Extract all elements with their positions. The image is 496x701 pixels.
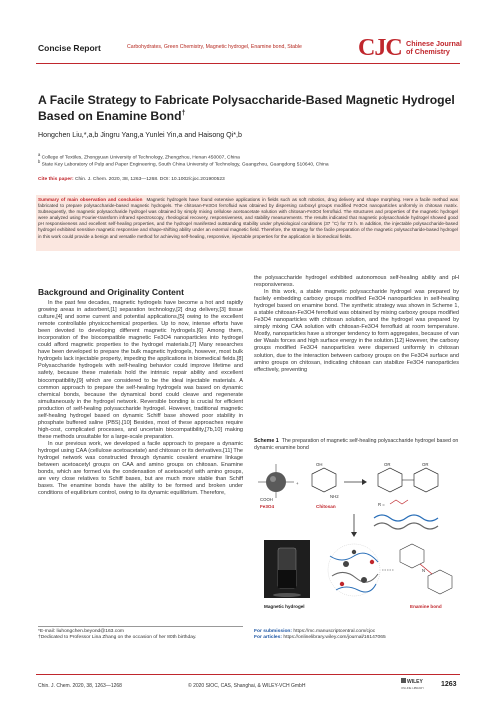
copyright: © 2020 SIOC, CAS, Shanghai, & WILEY-VCH GmbH xyxy=(188,683,306,689)
page-number: 1263 xyxy=(441,681,457,688)
article-title: A Facile Strategy to Fabricate Polysaccharide-Based Magnetic Hydrogel Based on Enamine Bond† xyxy=(38,93,455,124)
r-group-label: R = xyxy=(378,502,385,507)
hydrogel-network xyxy=(328,544,380,596)
svg-text:ONLINE LIBRARY: ONLINE LIBRARY xyxy=(401,686,425,690)
scheme-caption: Scheme 1 The preparation of magnetic self-healing polysaccharide hydrogel based on dynamic enamine bond xyxy=(254,438,459,451)
paragraph: In this work, a stable magnetic polysaccharide hydrogel was prepared by facilely embedding carboxy groups modified Fe3O4 nanoparticles in self-healing hydrogel based on enamine bond. The synthetic strategy was shown in Scheme 1, a stable chitosan-Fe3O4 ferrofluid was obtained by mixing carboxy groups modified Fe3O4 nanoparticles with chitosan solution, and the hydrogel was prepared by simply mixing CAA solution with chitosan-Fe3O4 ferrofluid at room temperature. Mostly, nanoparticles have a stronger tendency to form aggregates, because of van der Waals forces and high surface energy in the solution.[12] However, the carboxy groups modified Fe3O4 nanoparticles were dispersed uniformly in chitosan solution, due to the interaction between carboxy groups on the Fe3O4 surface and amino groups on chitosan, indicating chitosan can stabilize Fe3O4 nanoparticles effectively, preventing xyxy=(254,289,459,373)
enamine-bond-label: Enamine bond xyxy=(410,604,442,609)
magnetic-hydrogel-label: Magnetic hydrogel xyxy=(264,604,305,609)
svg-text:WILEY: WILEY xyxy=(407,679,423,685)
svg-text:N: N xyxy=(422,568,426,573)
summary-text: Summary of main observation and conclusion Magnetic hydrogels have found extensive applications in fields such as soft robotics, drug delivery and shape morphing. Here a facile method was fabricated to prepare polysaccharide-based magnetic hydrogels. The chitosan-Fe3O4 ferrofluid was obtained by dispersing carboxyl groups modified Fe3O4 nanoparticles uniformly in chitosan matrix. Subsequently, the magnetic polysaccharide hydrogel was obtained by simply mixing cellulose acetoacetate solution with chitosan-Fe3O4 ferrofluid. The structures and properties of the magnetic hydrogel were analyzed using Fourier-transform infrared spectroscopy, rheological recovery, responsiveness, and stability measurements. The results indicated that magnetic polysaccharide hydrogel showed good pH responsiveness and excellent self-healing properties, and the hydrogel manifested outstanding stability under physiological conditions (37 °C) for 72 h. In addition, the injectable polysaccharide-based hydrogel exhibited sensitive magnetic responsive and shape-shifting ability under an external magnetic field. Therefore, the strategy for the facile preparation of the magnetic polysaccharide-based hydrogel in this work could provide a benign and versatile method for achieving self-healing, responsive, injectable properties for the application in biomedical fields. xyxy=(38,197,459,239)
header-divider xyxy=(36,63,460,64)
citation-link[interactable]: Chin. J. Chem. 2020, 38, 1263—1268. DOI: 10.1002/cjoc.201900523 xyxy=(74,177,225,182)
footnote-divider xyxy=(38,626,243,627)
fe3o4-label: Fe3O4 xyxy=(260,504,275,509)
affiliation-a: $^a$ College of Textiles, Zhongyuan University of Technology, Zhengzhou, Henan 450007, China xyxy=(38,152,240,161)
caa-structure xyxy=(378,462,438,492)
paragraph: the polysaccharide hydrogel exhibited autonomous self-healing ability and pH responsiveness. xyxy=(254,275,459,289)
articles-link[interactable]: https://onlinelibrary.wiley.com/journal/16147065 xyxy=(283,635,386,641)
keywords: Carbohydrates, Green Chemistry, Magnetic hydrogel, Enamine bond, Stable xyxy=(127,44,302,50)
scheme-figure xyxy=(254,452,459,618)
journal-name: Chinese Journal of Chemistry xyxy=(406,39,462,56)
svg-text:OR: OR xyxy=(422,462,429,467)
affiliation-b: $^b$ State Key Laboratory of Pulp and Paper Engineering, South China University of Technology, Guangzhou, Guangdong 510640, China xyxy=(38,159,329,168)
left-column xyxy=(38,300,243,497)
section-label: Concise Report xyxy=(38,43,101,53)
svg-text:NH2: NH2 xyxy=(330,494,339,499)
paragraph: In our previous work, we developed a facile approach to prepare a dynamic hydrogel using CAA (cellulose acetoacetate) and chitosan or its derivatives.[11] The hydrogel network was constructed through dynamic covalent enamine linkage between acetoacetyl groups on CAA and amino groups on chitosan. Enamine bonds, which are formed via the condensation of acetoacetyl with amino groups, are very close relatives to Schiff bases, but are much more stable than Schiff bases. The enamine bonds have the ability to be formed and broken under conditions of equilibrium control, owing to its dynamic equilibrium. Therefore, xyxy=(38,440,243,497)
svg-text:OR: OR xyxy=(384,462,391,467)
chitosan-label: Chitosan xyxy=(316,504,336,509)
footer-divider xyxy=(36,674,460,675)
wiley-logo xyxy=(401,678,425,693)
dedication-note: †Dedicated to Professor Lina Zhang on the occasion of her 80th birthday. xyxy=(38,635,197,641)
logo-text: CJC xyxy=(358,35,402,61)
paragraph: In the past few decades, magnetic hydrogels have become a hot and rapidly growing areas in adsorbent,[1] separation technology,[2] drug delivery,[3] tissue culture,[4] and some current and potential applications,[5] owing to the excellent remote controllable physicochemical properties. Up to now, intense efforts have been devoted to developing different magnetic hydrogels.[6] Among them, incorporation of the biocompatible magnetic Fe3O4 nanoparticles into hydrogel could afford magnetic properties to the hydrogel materials.[7] Many researches have been developed to prepare the bulk magnetic hydrogels, however, most bulk hydrogels lack injectable property, impeding the applications in biomedical fields.[8] Polysaccharide hydrogels with self-healing behavior could improve lifetime and safety, because these materials hold the intrinsic repair ability and excellent biocompatibility,[9] which are considered to be the ideal injectable materials. A common approach to prepare the self-healing hydrogels was based on dynamic chemical bonds, because the dynamical bond could cleave and regenerate simultaneously in the hydrogel network. Reversible bonding is crucial for efficient production of self-healing polysaccharide hydrogel. However, traditional magnetic self-healing hydrogel based on dynamic Schiff base showed poor stability in phosphate buffered saline (PBS).[10] Besides, most of these approaches require high-cost, complicated processes, and uncertain biocompatibility,[7b,10] making these methods unsuitable for a large-scale preparation. xyxy=(38,300,243,440)
section-heading: Background and Originality Content xyxy=(38,287,184,297)
fe3o4-particle xyxy=(258,464,294,498)
email-note: *E-mail: liuhongchen.beyond@163.com xyxy=(38,629,124,634)
right-column xyxy=(254,275,459,374)
footnotes xyxy=(38,629,248,641)
svg-text:OH: OH xyxy=(316,462,323,467)
chitosan-structure xyxy=(312,462,339,499)
submission-link[interactable]: https://mc.manuscriptcentral.com/cjoc xyxy=(293,629,376,634)
author-list: Hongchen Liu,*,a,b Jingru Yang,a Yunlei Yin,a and Haisong Qi*,b xyxy=(38,131,242,139)
enamine-structure xyxy=(400,544,452,594)
svg-text:+: + xyxy=(296,481,299,486)
cooh-label: COOH xyxy=(260,497,273,502)
hydrogel-vial xyxy=(264,540,310,598)
journal-logo xyxy=(358,35,462,62)
submission-info: For submission: https://mc.manuscriptcentral.com/cjoc For articles: https://onlinelibrary.wiley.com/journal/16147065 xyxy=(254,629,386,641)
citation-line: Cite this paper: Chin. J. Chem. 2020, 38, 1263—1268. DOI: 10.1002/cjoc.201900523 xyxy=(38,177,225,182)
journal-reference: Chin. J. Chem. 2020, 38, 1263—1268 xyxy=(38,683,122,689)
